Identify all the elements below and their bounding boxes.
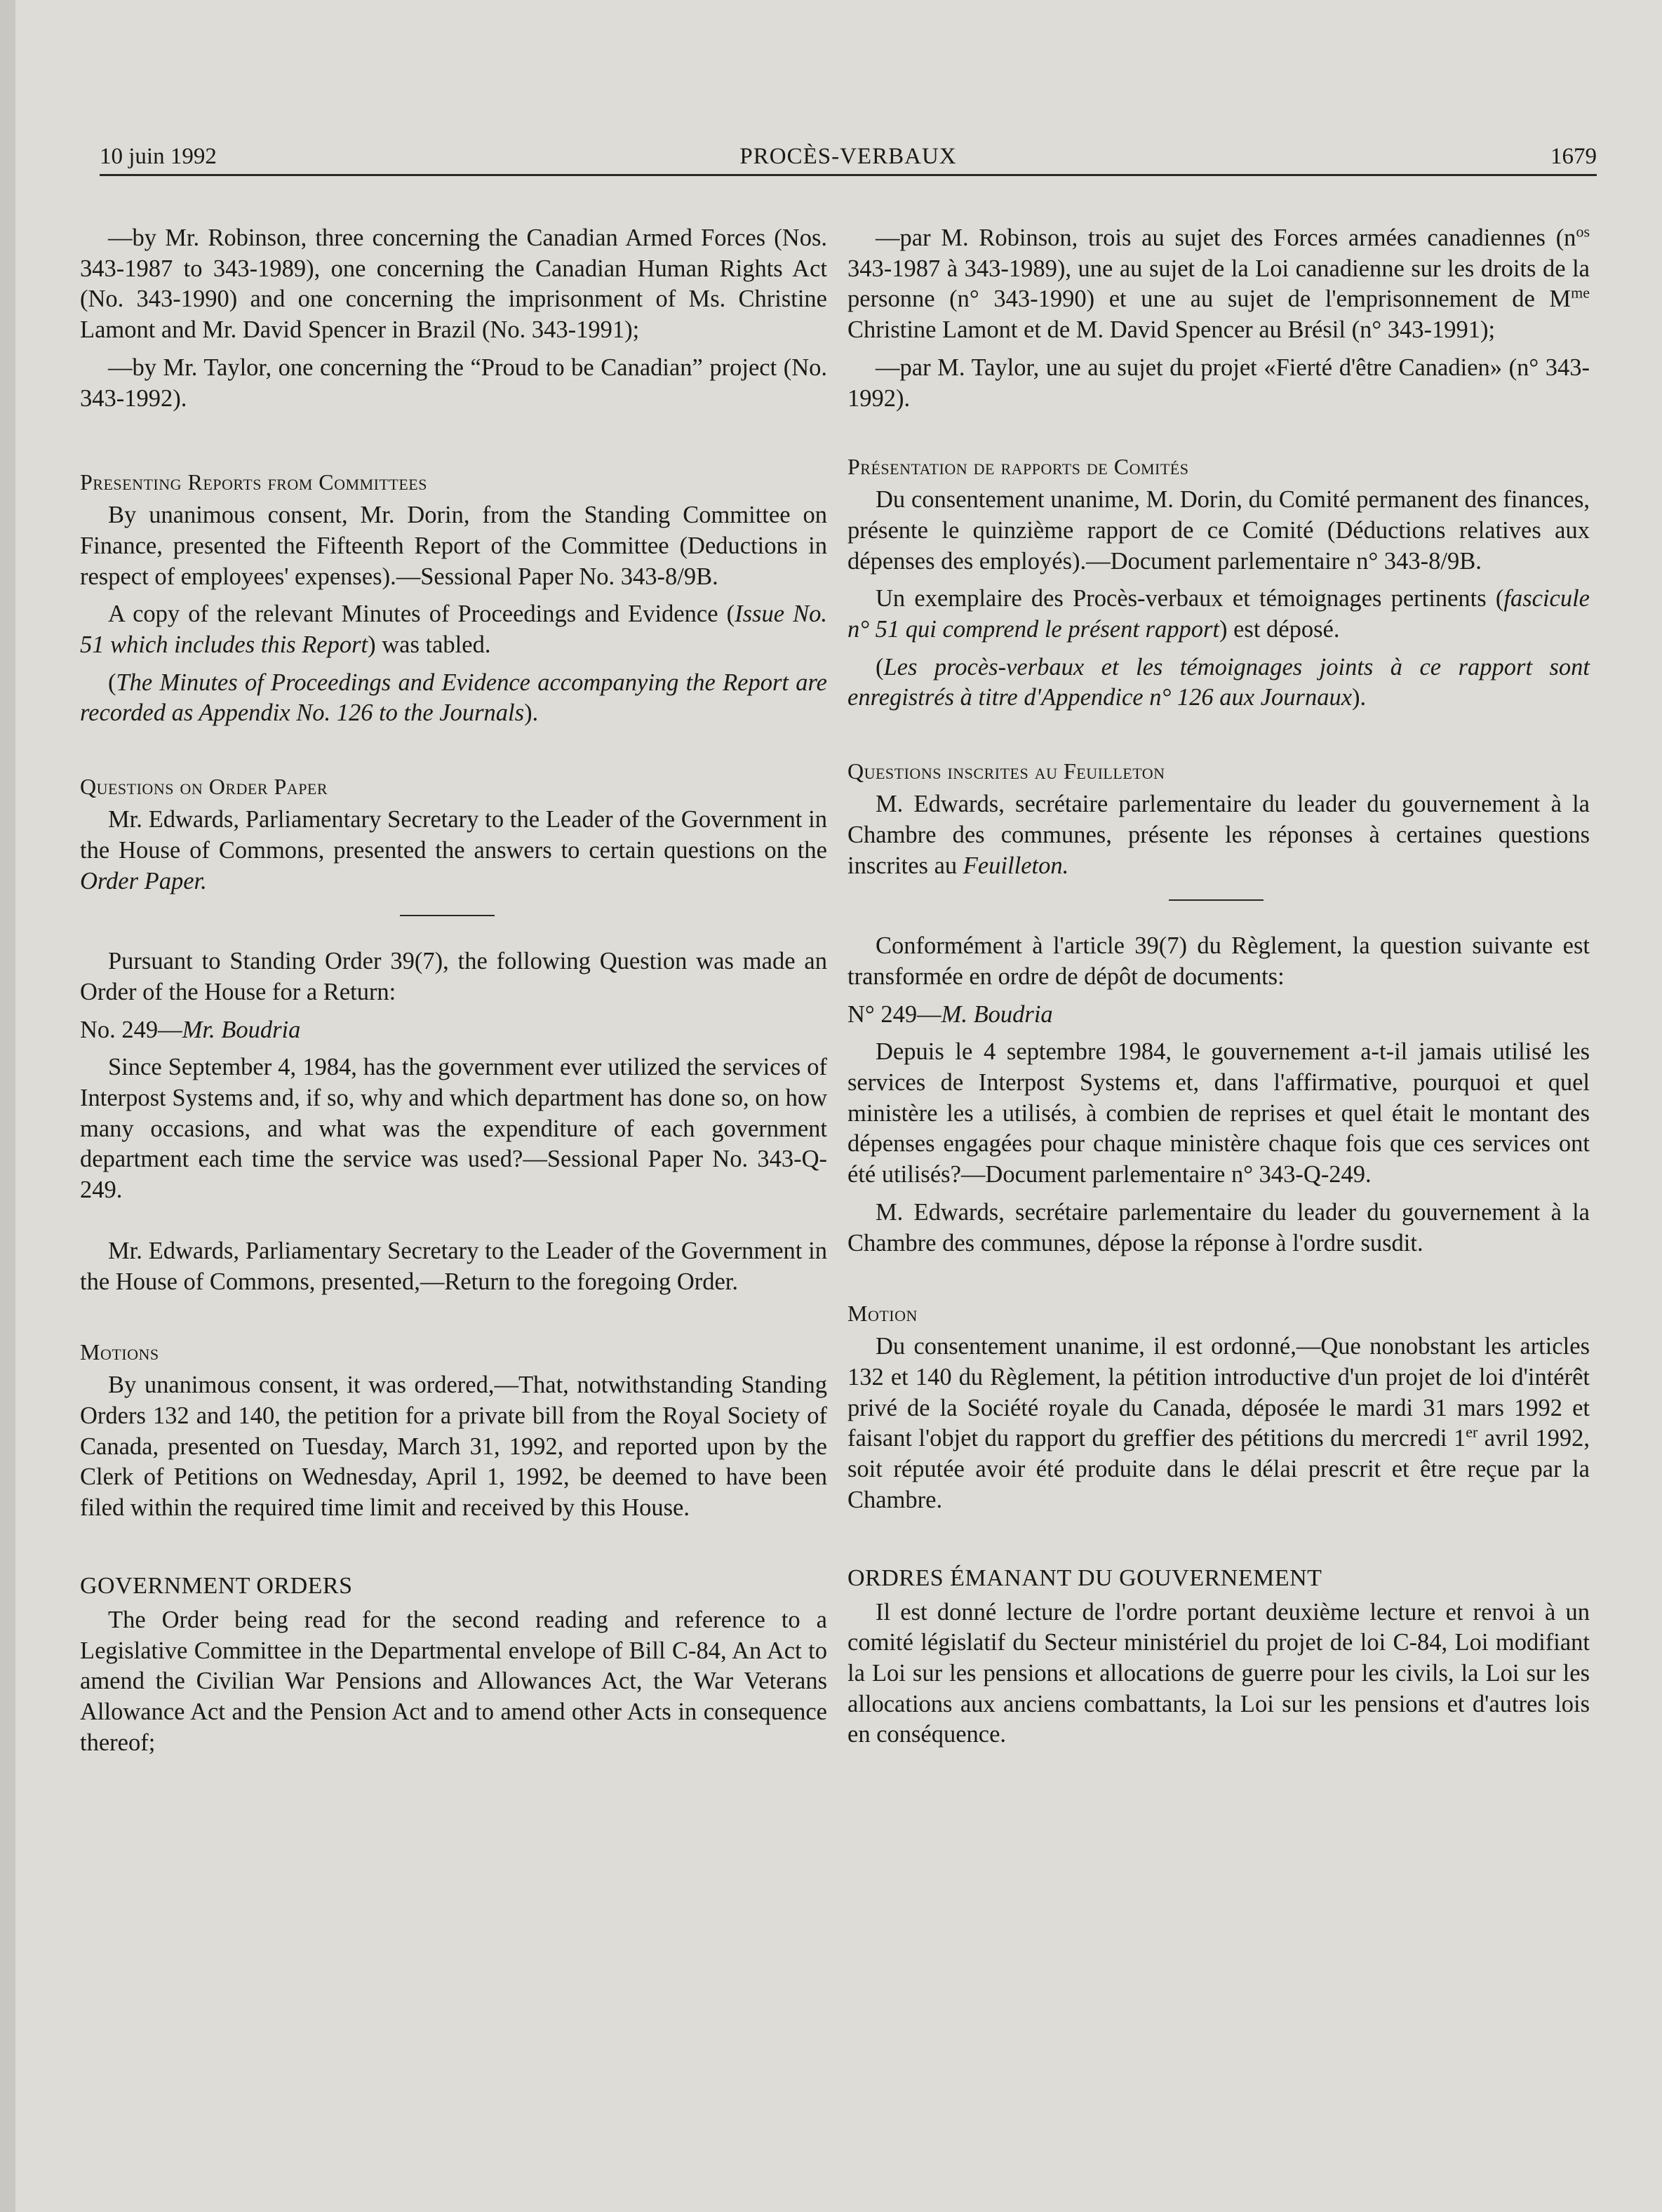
english-column	[80, 223, 827, 1758]
question-number: No. 249—Mr. Boudria	[80, 1016, 301, 1043]
heading-questions-order-paper: Questions on Order Paper	[80, 774, 328, 800]
heading-government-orders-fr: ORDRES ÉMANANT DU GOUVERNEMENT	[847, 1564, 1322, 1591]
question-text: Since September 4, 1984, has the government ever utilized the services of Interpost Systems and, if so, why and which department has done so, on how many occasions, and what was the expenditure of each government department each time the service was used?—Sessional Paper No. 343-Q-249.	[80, 1054, 827, 1204]
page-header	[100, 133, 1597, 176]
report-dorin-fr: Du consentement unanime, M. Dorin, du Comité permanent des finances, présente le quinzième rapport de ce Comité (Déductions relatives aux dépenses des employés).—Document parlementaire n° 343-8/9B.	[847, 486, 1590, 575]
section-divider	[400, 915, 495, 916]
journal-page	[15, 0, 1662, 2212]
motion-text: By unanimous consent, it was ordered,—That, notwithstanding Standing Orders 132 and 140, the petition for a private bill from the Royal Society of Canada, presented on Tuesday, March 31, 1992, and reported upon by the Clerk of Petitions on Wednesday, April 1, 1992, be deemed to have been filed within the required time limit and received by this House.	[80, 1372, 827, 1522]
heading-motions: Motions	[80, 1339, 159, 1365]
pursuant-standing-order: Pursuant to Standing Order 39(7), the following Question was made an Order of the House for a Return:	[80, 948, 827, 1005]
french-column	[847, 223, 1590, 1750]
questions-answers: Mr. Edwards, Parliamentary Secretary to the Leader of the Government in the House of Commons, presented the answers to certain questions on the Order Paper.	[80, 806, 827, 894]
report-copy-tabled-fr: Un exemplaire des Procès-verbaux et témoignages pertinents (fascicule n° 51 qui comprend le présent rapport) est déposé.	[847, 585, 1590, 643]
petition-taylor-fr: —par M. Taylor, une au sujet du projet «Fierté d'être Canadien» (n° 343-1992).	[847, 354, 1590, 412]
section-divider-fr	[1169, 899, 1264, 901]
return-edwards-fr: M. Edwards, secrétaire parlementaire du leader du gouvernement à la Chambre des communes, dépose la réponse à l'ordre susdit.	[847, 1198, 1590, 1256]
pursuant-standing-order-fr: Conformément à l'article 39(7) du Règlement, la question suivante est transformée en ordre de dépôt de documents:	[847, 932, 1590, 990]
report-copy-tabled: A copy of the relevant Minutes of Proceedings and Evidence (Issue No. 51 which includes this Report) was tabled.	[80, 601, 827, 659]
return-edwards: Mr. Edwards, Parliamentary Secretary to the Leader of the Government in the House of Commons, presented,—Return to the foregoing Order.	[80, 1237, 827, 1295]
heading-motions-fr: Motion	[847, 1301, 918, 1327]
heading-presenting-reports-fr: Présentation de rapports de Comités	[847, 454, 1189, 480]
report-minutes-note: (The Minutes of Proceedings and Evidence accompanying the Report are recorded as Appendix No. 126 to the Journals).	[80, 669, 827, 727]
header-page-number: 1679	[1550, 144, 1597, 169]
petition-taylor: —by Mr. Taylor, one concerning the “Proud to be Canadian” project (No. 343-1992).	[80, 354, 827, 412]
heading-presenting-reports: Presenting Reports from Committees	[80, 469, 427, 495]
questions-answers-fr: M. Edwards, secrétaire parlementaire du leader du gouvernement à la Chambre des communes, présente les réponses à certaines questions inscrites au Feuilleton.	[847, 791, 1590, 879]
question-text-fr: Depuis le 4 septembre 1984, le gouvernement a-t-il jamais utilisé les services de Interpost Systems et, dans l'affirmative, pourquoi et quel ministère les a utilisés, à combien de reprises et quel était le montant des dépenses engagées pour chaque ministère chaque fois que ces services ont été utilisés?—Document parlementaire n° 343-Q-249.	[847, 1038, 1590, 1188]
report-minutes-note-fr: (Les procès-verbaux et les témoignages joints à ce rapport sont enregistrés à titre d'Appendice n° 126 aux Journaux).	[847, 653, 1590, 711]
header-date: 10 juin 1992	[100, 144, 217, 169]
government-order-text-fr: Il est donné lecture de l'ordre portant deuxième lecture et renvoi à un comité législatif du Secteur ministériel du projet de loi C-84, Loi modifiant la Loi sur les pensions et allocations de guerre pour les civils, la Loi sur les allocations aux anciens combattants, la Loi sur les pensions et d'autres lois en conséquence.	[847, 1598, 1590, 1748]
motion-text-fr: Du consentement unanime, il est ordonné,—Que nonobstant les articles 132 et 140 du Règlement, la pétition introductive d'un projet de loi d'intérêt privé de la Société royale du Canada, déposée le mardi 31 mars 1992 et faisant l'objet du rapport du greffier des pétitions du mercredi 1er avril 1992, soit réputée avoir été produite dans le délai prescrit et être reçue par la Chambre.	[847, 1333, 1590, 1513]
petition-robinson: —by Mr. Robinson, three concerning the Canadian Armed Forces (Nos. 343-1987 to 343-1989), one concerning the Canadian Human Rights Act (No. 343-1990) and one concerning the imprisonment of Ms. Christine Lamont and Mr. David Spencer in Brazil (No. 343-1991);	[80, 224, 827, 344]
heading-government-orders: GOVERNMENT ORDERS	[80, 1572, 353, 1599]
question-number-fr: N° 249—M. Boudria	[847, 1000, 1053, 1028]
petition-robinson-fr: —par M. Robinson, trois au sujet des Forces armées canadiennes ($n^{os}$ 343-1987 à 343-1989), une au sujet de la Loi canadienne sur les droits de la personne (n° 343-1990) et une au sujet de l'emprisonnement de $M^{me}$ Christine Lamont et de M. David Spencer au Brésil (n° 343-1991);	[847, 222, 1590, 344]
header-title: PROCÈS-VERBAUX	[739, 144, 957, 169]
report-dorin: By unanimous consent, Mr. Dorin, from the Standing Committee on Finance, presented the Fifteenth Report of the Committee (Deductions in respect of employees' expenses).—Sessional Paper No. 343-8/9B.	[80, 502, 827, 590]
heading-questions-order-paper-fr: Questions inscrites au Feuilleton	[847, 758, 1165, 784]
government-order-text: The Order being read for the second reading and reference to a Legislative Committee in the Departmental envelope of Bill C-84, An Act to amend the Civilian War Pensions and Allowances Act, the War Veterans Allowance Act and the Pension Act and to amend other Acts in consequence thereof;	[80, 1606, 827, 1756]
